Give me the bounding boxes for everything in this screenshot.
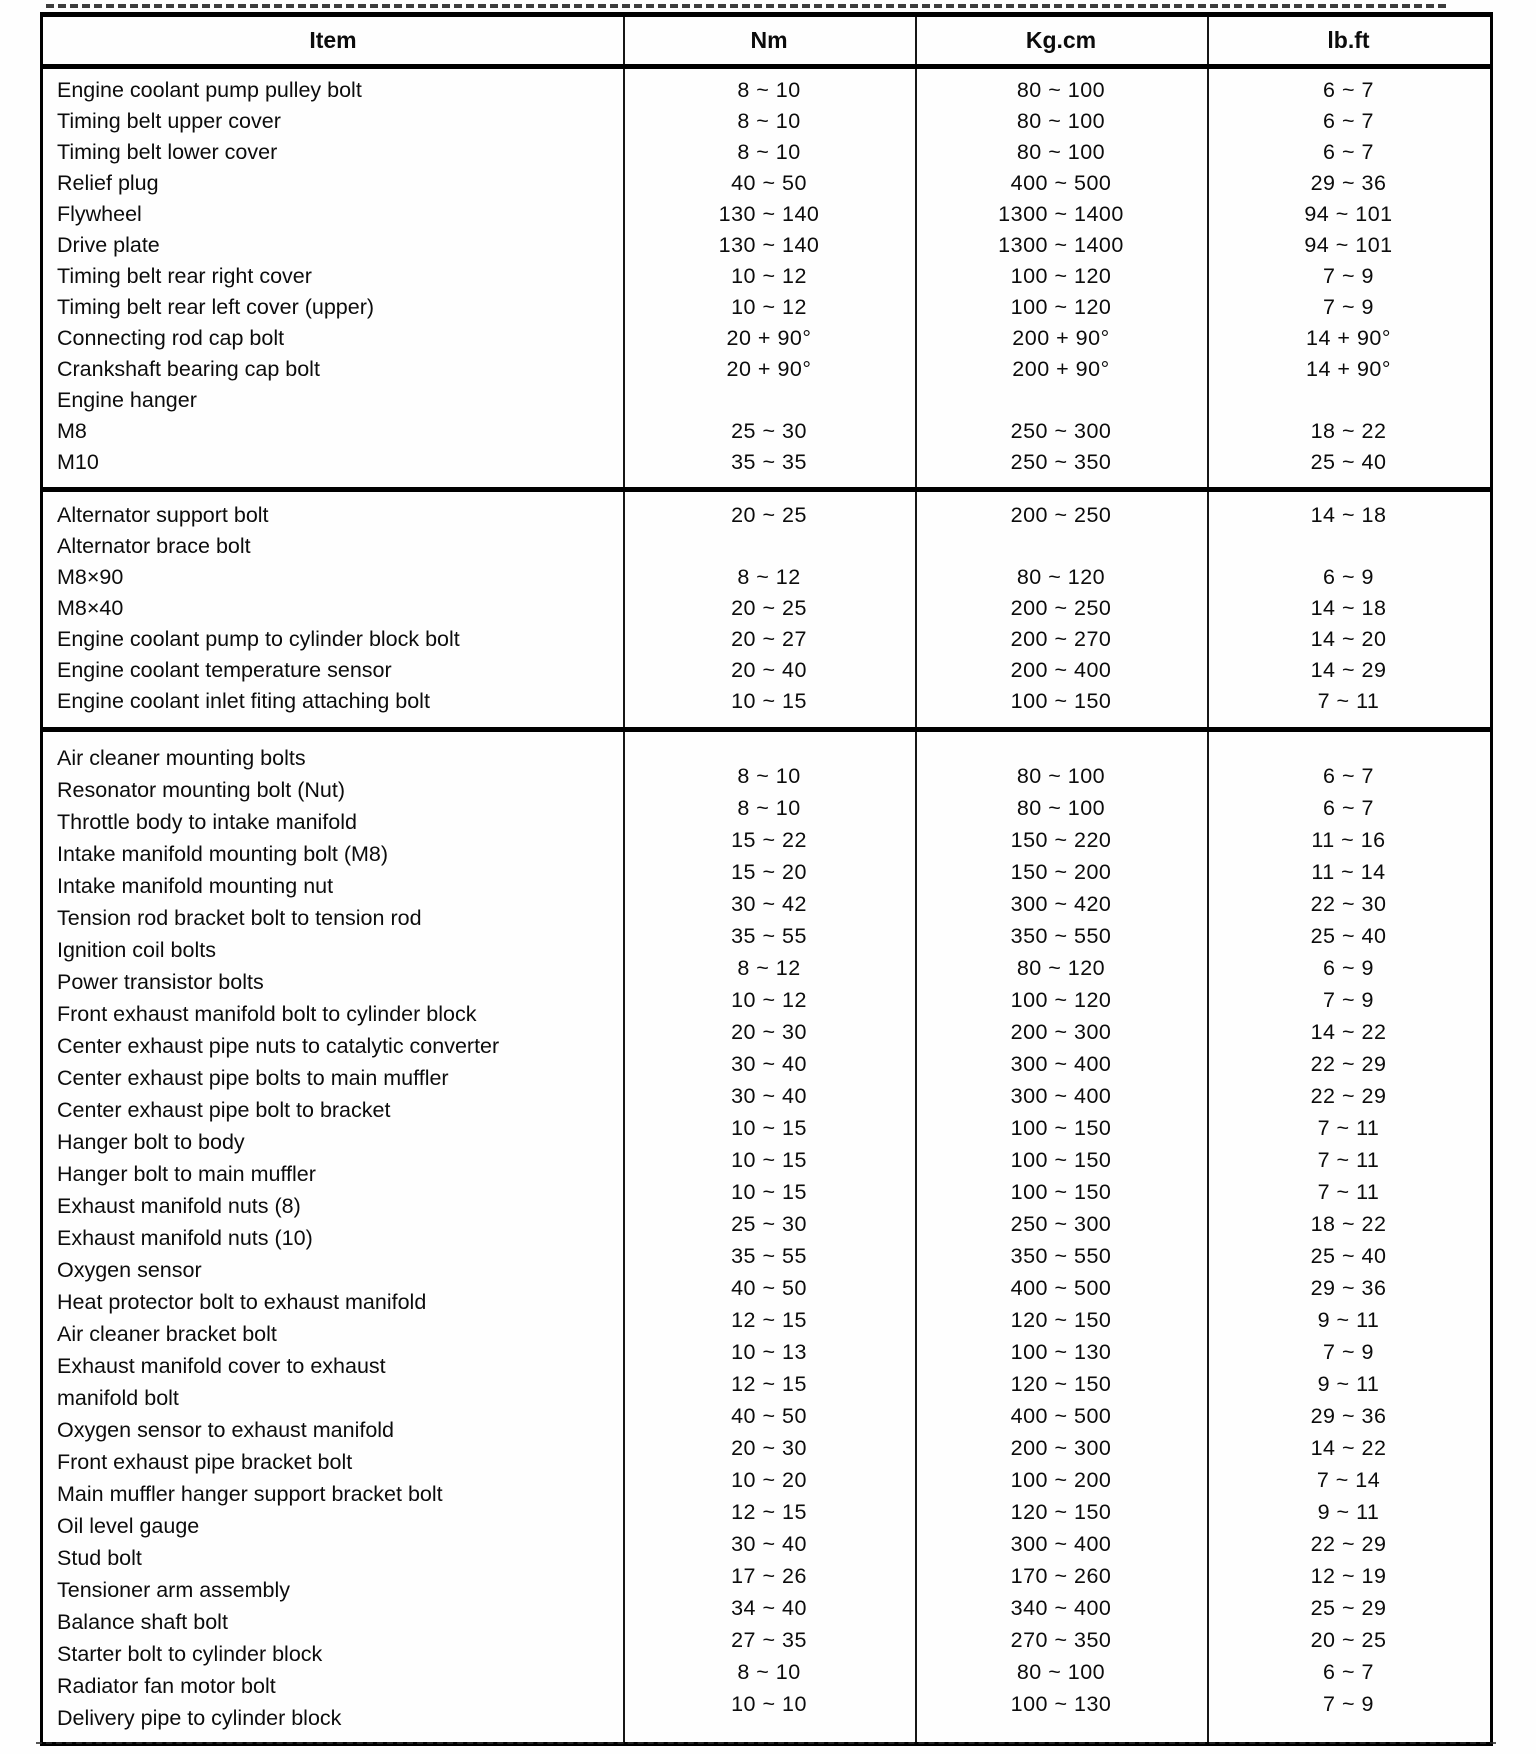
lbft-value-cell: 7 ~ 9 — [1323, 295, 1374, 319]
lbft-value-cell: 14 ~ 20 — [1310, 627, 1387, 651]
nm-value-cell: 10 ~ 12 — [731, 295, 807, 319]
nm-value-cell: 10 ~ 15 — [731, 689, 807, 713]
item-cell: Relief plug — [57, 171, 159, 195]
value-cell: 10 ~ 15 — [731, 1180, 807, 1204]
value-cell: 80 ~ 100 — [1016, 764, 1106, 788]
value-cell: 120 ~ 150 — [1010, 1500, 1112, 1524]
value-cell: 7 ~ 14 — [1316, 1468, 1381, 1492]
item-line: Power transistor bolts — [57, 970, 264, 994]
table-row — [43, 323, 1490, 354]
item-line: Main muffler hanger support bracket bolt — [57, 1482, 443, 1506]
nm-value-cell: 35 ~ 35 — [731, 450, 807, 474]
value-cell: 7 ~ 11 — [1317, 1116, 1380, 1140]
table-row — [43, 354, 1490, 385]
column-divider — [1207, 69, 1209, 487]
value-cell: 270 ~ 350 — [1010, 1628, 1112, 1652]
value-cell: 8 ~ 10 — [737, 764, 801, 788]
kgcm-value-cell: 80 ~ 100 — [1016, 140, 1106, 164]
nm-value-cell: 8 ~ 10 — [737, 109, 801, 133]
value-cell: 350 ~ 550 — [1010, 924, 1112, 948]
table-row — [43, 531, 1490, 562]
value-cell: 25 ~ 30 — [731, 1212, 807, 1236]
value-cell: 10 ~ 13 — [731, 1340, 807, 1364]
item-line: Air cleaner bracket bolt — [57, 1322, 277, 1346]
kgcm-value-cell: 250 ~ 300 — [1010, 419, 1112, 443]
value-cell: 12 ~ 15 — [731, 1372, 807, 1396]
lbft-value-cell: 6 ~ 7 — [1323, 109, 1374, 133]
value-cell: 80 ~ 100 — [1016, 1660, 1106, 1684]
kgcm-value-cell: 400 ~ 500 — [1010, 171, 1112, 195]
nm-value-cell: 10 ~ 12 — [731, 264, 807, 288]
nm-value-cell: 20 ~ 25 — [731, 596, 807, 620]
table-row — [43, 168, 1490, 199]
lbft-value-cell: 94 ~ 101 — [1304, 202, 1393, 226]
table-row — [43, 261, 1490, 292]
value-cell: 10 ~ 20 — [731, 1468, 807, 1492]
value-cell: 40 ~ 50 — [731, 1276, 807, 1300]
value-cell: 22 ~ 29 — [1310, 1052, 1387, 1076]
value-cell: 120 ~ 150 — [1010, 1308, 1112, 1332]
value-cell: 20 ~ 25 — [1310, 1628, 1387, 1652]
item-line: Stud bolt — [57, 1546, 142, 1570]
table-row — [43, 199, 1490, 230]
value-cell: 25 ~ 40 — [1310, 1244, 1387, 1268]
column-header-item: Item — [309, 27, 357, 53]
column-divider — [1207, 492, 1209, 727]
table-row — [43, 292, 1490, 323]
value-cell: 10 ~ 15 — [731, 1116, 807, 1140]
value-cell: 300 ~ 420 — [1010, 892, 1112, 916]
lbft-value-cell: 6 ~ 7 — [1323, 78, 1374, 102]
value-cell: 11 ~ 14 — [1311, 860, 1386, 884]
value-cell: 25 ~ 40 — [1310, 924, 1387, 948]
value-cell: 300 ~ 400 — [1010, 1052, 1112, 1076]
item-line: Exhaust manifold cover to exhaust — [57, 1354, 386, 1378]
value-cell: 6 ~ 7 — [1323, 796, 1374, 820]
item-cell: Timing belt upper cover — [57, 109, 281, 133]
item-line: Exhaust manifold nuts (8) — [57, 1194, 301, 1218]
value-cell: 400 ~ 500 — [1010, 1404, 1112, 1428]
value-cell: 29 ~ 36 — [1310, 1404, 1387, 1428]
item-cell: Connecting rod cap bolt — [57, 326, 285, 350]
item-line: Starter bolt to cylinder block — [57, 1642, 323, 1666]
table-row — [43, 562, 1490, 593]
value-cell: 7 ~ 11 — [1317, 1180, 1380, 1204]
table-row — [43, 447, 1490, 478]
value-cell: 10 ~ 15 — [731, 1148, 807, 1172]
table-body — [43, 69, 1490, 1742]
item-line: Throttle body to intake manifold — [57, 810, 357, 834]
value-cell: 80 ~ 100 — [1016, 796, 1106, 820]
value-cell: 6 ~ 7 — [1323, 1660, 1374, 1684]
item-line: Balance shaft bolt — [57, 1610, 228, 1634]
column-header-nm: Nm — [750, 27, 788, 53]
kgcm-value-cell: 200 ~ 250 — [1010, 503, 1112, 527]
value-cell: 150 ~ 200 — [1010, 860, 1112, 884]
item-line: Center exhaust pipe bolts to main muffler — [57, 1066, 449, 1090]
value-cell: 7 ~ 11 — [1317, 1148, 1380, 1172]
kgcm-value-cell: 200 ~ 400 — [1010, 658, 1112, 682]
kgcm-value-cell: 250 ~ 350 — [1010, 450, 1112, 474]
nm-value-cell: 25 ~ 30 — [731, 419, 807, 443]
value-cell: 6 ~ 7 — [1323, 764, 1374, 788]
table-section-2 — [43, 487, 1490, 727]
item-line: manifold bolt — [57, 1386, 179, 1410]
lbft-value-cell — [1207, 531, 1490, 562]
value-cell: 150 ~ 220 — [1010, 828, 1112, 852]
value-cell: 200 ~ 300 — [1010, 1436, 1112, 1460]
nm-value-cell: 130 ~ 140 — [718, 233, 820, 257]
kgcm-value-cell: 100 ~ 120 — [1010, 264, 1112, 288]
value-cell: 27 ~ 35 — [731, 1628, 807, 1652]
value-cell: 20 ~ 30 — [731, 1020, 807, 1044]
item-cell: Alternator support bolt — [57, 503, 269, 527]
item-cell: Engine coolant pump to cylinder block bolt — [57, 627, 460, 651]
table-row — [43, 385, 1490, 416]
value-cell: 35 ~ 55 — [731, 1244, 807, 1268]
nm-value-cell: 130 ~ 140 — [718, 202, 820, 226]
value-cell: 7 ~ 9 — [1323, 1340, 1374, 1364]
value-cell: 100 ~ 120 — [1010, 988, 1112, 1012]
kgcm-value-cell: 200 + 90° — [1012, 357, 1110, 381]
value-cell: 100 ~ 200 — [1010, 1468, 1112, 1492]
column-divider — [1207, 17, 1209, 64]
nm-value-cell: 8 ~ 10 — [737, 78, 801, 102]
kgcm-value-cell: 80 ~ 100 — [1016, 109, 1106, 133]
kgcm-value-cell: 200 ~ 270 — [1010, 627, 1112, 651]
nm-value-cell: 8 ~ 12 — [737, 565, 801, 589]
kgcm-value-column — [915, 742, 1207, 1734]
value-cell: 6 ~ 9 — [1323, 956, 1374, 980]
column-divider — [915, 732, 917, 1742]
item-line: Oxygen sensor — [57, 1258, 202, 1282]
item-line: Tension rod bracket bolt to tension rod — [57, 906, 422, 930]
table-row — [43, 230, 1490, 261]
item-line: Resonator mounting bolt (Nut) — [57, 778, 346, 802]
kgcm-value-cell: 1300 ~ 1400 — [998, 233, 1124, 257]
column-divider — [915, 17, 917, 64]
value-cell: 12 ~ 19 — [1310, 1564, 1387, 1588]
lbft-value-cell: 14 ~ 29 — [1310, 658, 1387, 682]
nm-value-column — [623, 742, 915, 1734]
value-cell: 10 ~ 12 — [731, 988, 807, 1012]
kgcm-value-cell — [915, 385, 1207, 416]
value-cell: 100 ~ 150 — [1010, 1116, 1112, 1140]
table-row — [43, 75, 1490, 106]
lbft-value-cell: 94 ~ 101 — [1304, 233, 1393, 257]
value-cell: 30 ~ 40 — [731, 1052, 807, 1076]
item-cell: Engine coolant temperature sensor — [57, 658, 392, 682]
table-section-1 — [43, 69, 1490, 487]
nm-value-cell: 20 + 90° — [726, 357, 812, 381]
item-cell: Drive plate — [57, 233, 160, 257]
value-cell: 9 ~ 11 — [1317, 1372, 1380, 1396]
item-column — [43, 742, 623, 1734]
value-cell: 22 ~ 29 — [1310, 1532, 1387, 1556]
value-cell: 40 ~ 50 — [731, 1404, 807, 1428]
value-cell: 15 ~ 22 — [731, 828, 807, 852]
column-divider — [623, 492, 625, 727]
value-cell: 14 ~ 22 — [1310, 1436, 1387, 1460]
value-cell: 200 ~ 300 — [1010, 1020, 1112, 1044]
value-cell: 340 ~ 400 — [1010, 1596, 1112, 1620]
value-cell: 300 ~ 400 — [1010, 1532, 1112, 1556]
lbft-value-cell: 14 + 90° — [1306, 326, 1391, 350]
value-cell: 8 ~ 12 — [737, 956, 801, 980]
value-cell: 11 ~ 16 — [1311, 828, 1386, 852]
column-divider — [1207, 732, 1209, 1742]
item-cell: Timing belt lower cover — [57, 140, 278, 164]
table-header-row — [43, 17, 1490, 69]
item-cell: Engine coolant inlet fiting attaching bolt — [57, 689, 430, 713]
value-cell: 100 ~ 130 — [1010, 1340, 1112, 1364]
value-cell: 100 ~ 130 — [1010, 1692, 1112, 1716]
item-line: Hanger bolt to main muffler — [57, 1162, 316, 1186]
value-cell: 12 ~ 15 — [731, 1500, 807, 1524]
kgcm-value-cell: 80 ~ 100 — [1016, 78, 1106, 102]
item-cell: M8 — [57, 419, 87, 443]
item-line: Front exhaust manifold bolt to cylinder block — [57, 1002, 477, 1026]
nm-value-cell: 40 ~ 50 — [731, 171, 807, 195]
item-line: Exhaust manifold nuts (10) — [57, 1226, 313, 1250]
value-cell: 120 ~ 150 — [1010, 1372, 1112, 1396]
column-divider — [623, 69, 625, 487]
table-row — [43, 686, 1490, 717]
value-cell: 18 ~ 22 — [1310, 1212, 1387, 1236]
kgcm-value-cell: 200 + 90° — [1012, 326, 1110, 350]
column-header-kgcm: Kg.cm — [1025, 27, 1097, 53]
table-row — [43, 655, 1490, 686]
kgcm-value-cell: 1300 ~ 1400 — [998, 202, 1124, 226]
page-top-edge-line — [46, 4, 1446, 8]
item-line: Ignition coil bolts — [57, 938, 216, 962]
value-cell: 22 ~ 29 — [1310, 1084, 1387, 1108]
value-cell: 100 ~ 150 — [1010, 1148, 1112, 1172]
value-cell: 17 ~ 26 — [731, 1564, 807, 1588]
column-divider — [623, 732, 625, 1742]
value-cell: 35 ~ 55 — [731, 924, 807, 948]
column-divider — [623, 17, 625, 64]
value-cell: 9 ~ 11 — [1317, 1500, 1380, 1524]
value-cell: 25 ~ 29 — [1310, 1596, 1387, 1620]
item-line: Air cleaner mounting bolts — [57, 746, 306, 770]
item-cell: Flywheel — [57, 202, 142, 226]
item-cell: Engine coolant pump pulley bolt — [57, 78, 362, 102]
lbft-value-cell: 25 ~ 40 — [1310, 450, 1387, 474]
column-divider — [915, 69, 917, 487]
value-cell: 20 ~ 30 — [731, 1436, 807, 1460]
nm-value-cell — [623, 385, 915, 416]
table-row — [43, 416, 1490, 447]
lbft-value-cell — [1207, 385, 1490, 416]
value-cell: 30 ~ 40 — [731, 1532, 807, 1556]
kgcm-value-cell — [915, 531, 1207, 562]
lbft-value-cell: 7 ~ 9 — [1323, 264, 1374, 288]
table-row — [43, 106, 1490, 137]
value-cell: 250 ~ 300 — [1010, 1212, 1112, 1236]
value-cell: 80 ~ 120 — [1016, 956, 1106, 980]
item-cell: Timing belt rear right cover — [57, 264, 312, 288]
value-cell: 400 ~ 500 — [1010, 1276, 1112, 1300]
value-cell: 9 ~ 11 — [1317, 1308, 1380, 1332]
page-bottom-edge-line — [36, 1742, 1496, 1744]
lbft-value-cell: 14 + 90° — [1306, 357, 1391, 381]
column-header-lbft: lb.ft — [1327, 27, 1370, 53]
item-line: Front exhaust pipe bracket bolt — [57, 1450, 353, 1474]
lbft-value-cell: 6 ~ 7 — [1323, 140, 1374, 164]
offset-row-grid — [43, 742, 1490, 1734]
item-cell: Timing belt rear left cover (upper) — [57, 295, 375, 319]
item-cell: Crankshaft bearing cap bolt — [57, 357, 320, 381]
item-line: Hanger bolt to body — [57, 1130, 245, 1154]
value-cell: 10 ~ 10 — [731, 1692, 807, 1716]
item-line: Oil level gauge — [57, 1514, 200, 1538]
kgcm-value-cell: 80 ~ 120 — [1016, 565, 1106, 589]
item-cell: M8×40 — [57, 596, 124, 620]
lbft-value-cell: 29 ~ 36 — [1310, 171, 1387, 195]
item-cell: M10 — [57, 450, 99, 474]
kgcm-value-cell: 100 ~ 120 — [1010, 295, 1112, 319]
table-row — [43, 624, 1490, 655]
nm-value-cell: 8 ~ 10 — [737, 140, 801, 164]
nm-value-cell — [623, 531, 915, 562]
value-cell: 34 ~ 40 — [731, 1596, 807, 1620]
value-cell: 350 ~ 550 — [1010, 1244, 1112, 1268]
value-cell: 8 ~ 10 — [737, 1660, 801, 1684]
lbft-value-cell: 7 ~ 11 — [1317, 689, 1380, 713]
lbft-value-column — [1207, 742, 1490, 1734]
lbft-value-cell: 14 ~ 18 — [1310, 596, 1387, 620]
lbft-value-cell: 18 ~ 22 — [1310, 419, 1387, 443]
value-cell: 7 ~ 9 — [1323, 1692, 1374, 1716]
nm-value-cell: 20 + 90° — [726, 326, 812, 350]
item-cell: Alternator brace bolt — [57, 534, 251, 558]
value-cell: 300 ~ 400 — [1010, 1084, 1112, 1108]
torque-spec-table — [40, 12, 1493, 1746]
value-cell: 30 ~ 42 — [731, 892, 807, 916]
nm-value-cell: 20 ~ 27 — [731, 627, 807, 651]
value-cell: 12 ~ 15 — [731, 1308, 807, 1332]
item-cell: Engine hanger — [57, 388, 197, 412]
nm-value-cell: 20 ~ 25 — [731, 503, 807, 527]
item-line: Heat protector bolt to exhaust manifold — [57, 1290, 427, 1314]
kgcm-value-cell: 200 ~ 250 — [1010, 596, 1112, 620]
column-divider — [915, 492, 917, 727]
item-cell: M8×90 — [57, 565, 124, 589]
value-cell: 8 ~ 10 — [737, 796, 801, 820]
table-row — [43, 593, 1490, 624]
item-line: Center exhaust pipe nuts to catalytic converter — [57, 1034, 500, 1058]
value-cell: 30 ~ 40 — [731, 1084, 807, 1108]
item-line: Oxygen sensor to exhaust manifold — [57, 1418, 395, 1442]
value-cell: 170 ~ 260 — [1010, 1564, 1112, 1588]
kgcm-value-cell: 100 ~ 150 — [1010, 689, 1112, 713]
value-cell: 22 ~ 30 — [1310, 892, 1387, 916]
table-row — [43, 500, 1490, 531]
value-cell: 7 ~ 9 — [1323, 988, 1374, 1012]
table-section-3 — [43, 727, 1490, 1742]
item-line: Center exhaust pipe bolt to bracket — [57, 1098, 391, 1122]
value-cell: 15 ~ 20 — [731, 860, 807, 884]
value-cell: 100 ~ 150 — [1010, 1180, 1112, 1204]
nm-value-cell: 20 ~ 40 — [731, 658, 807, 682]
item-line: Intake manifold mounting nut — [57, 874, 334, 898]
lbft-value-cell: 6 ~ 9 — [1323, 565, 1374, 589]
item-line: Tensioner arm assembly — [57, 1578, 291, 1602]
lbft-value-cell: 14 ~ 18 — [1310, 503, 1387, 527]
item-line: Radiator fan motor bolt — [57, 1674, 276, 1698]
value-cell: 29 ~ 36 — [1310, 1276, 1387, 1300]
item-line: Intake manifold mounting bolt (M8) — [57, 842, 389, 866]
table-row — [43, 137, 1490, 168]
item-line: Delivery pipe to cylinder block — [57, 1706, 342, 1730]
value-cell: 14 ~ 22 — [1310, 1020, 1387, 1044]
